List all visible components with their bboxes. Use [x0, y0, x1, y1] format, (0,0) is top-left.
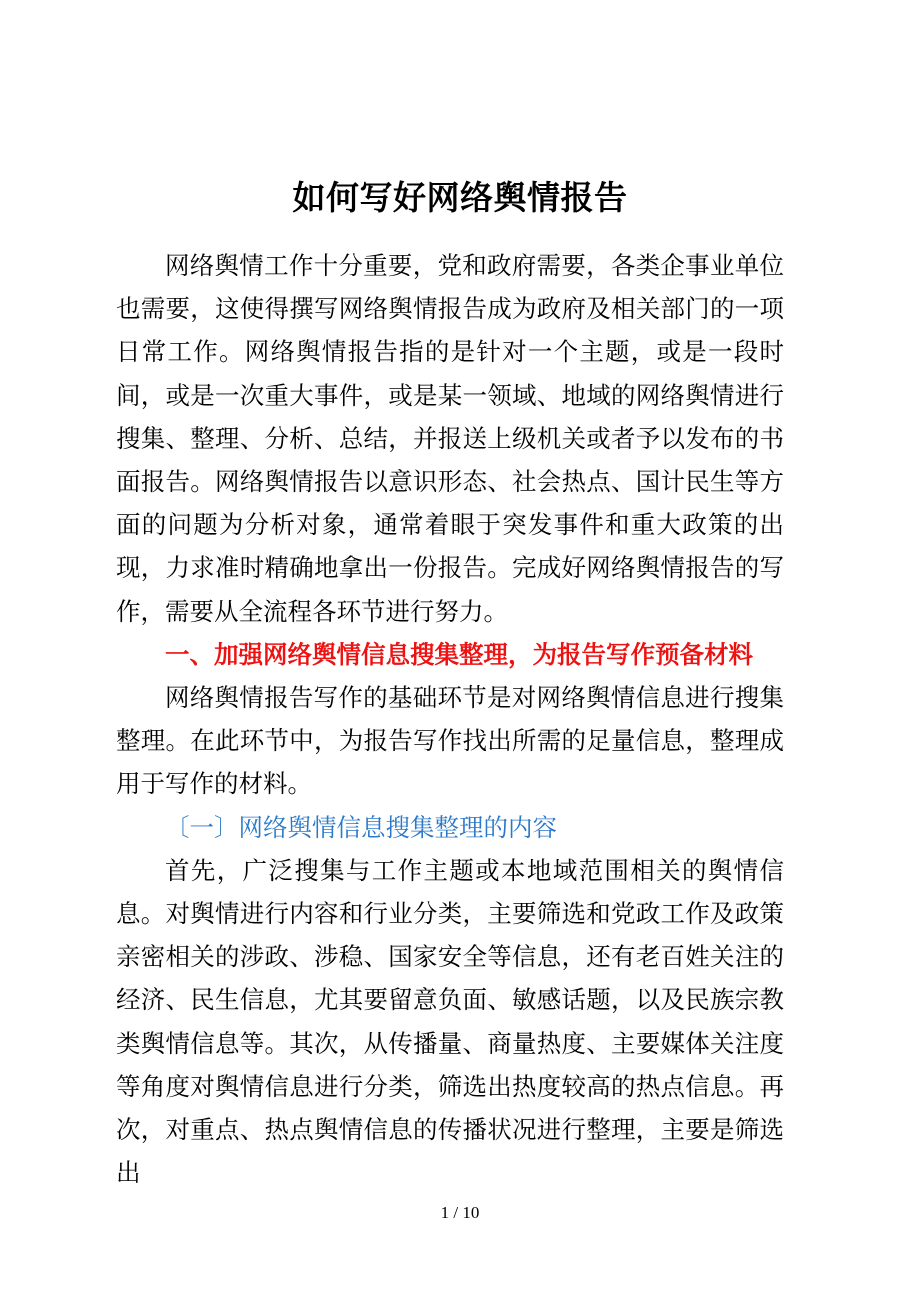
section-heading-1: 一、加强网络舆情信息搜集整理，为报告写作预备材料 [165, 639, 753, 669]
section-1-paragraph: 网络舆情报告写作的基础环节是对网络舆情信息进行搜集整理。在此环节中，为报告写作找出所需的足量信息，整理成用于写作的材料。 [116, 683, 784, 799]
intro-paragraph: 网络舆情工作十分重要，党和政府需要，各类企事业单位也需要，这使得撰写网络舆情报告成为政府及相关部门的一项日常工作。网络舆情报告指的是针对一个主题，或是一段时间，或是一次重大事件，或是某一领域、地域的网络舆情进行搜集、整理、分析、总结，并报送上级机关或者予以发布的书面报告。网络舆情报告以意识形态、社会热点、国计民生等方面的问题为分析对象，通常着眼于突发事件和重大政策的出现，力求准时精确地拿出一份报告。完成好网络舆情报告的写作，需要从全流程各环节进行努力。 [116, 251, 784, 626]
subsection-heading-1: 〔一〕网络舆情信息搜集整理的内容 [165, 812, 557, 842]
subsection-1-paragraph: 首先，广泛搜集与工作主题或本地域范围相关的舆情信息。对舆情进行内容和行业分类，主要筛选和党政工作及政策亲密相关的涉政、涉稳、国家安全等信息，还有老百姓关注的经济、民生信息，尤其要留意负面、敏感话题，以及民族宗教类舆情信息等。其次，从传播量、商量热度、主要媒体关注度等角度对舆情信息进行分类，筛选出热度较高的热点信息。再次，对重点、热点舆情信息的传播状况进行整理，主要是筛选出 [116, 855, 784, 1188]
document-body [116, 244, 784, 1194]
document-title: 如何写好网络舆情报告 [292, 178, 628, 217]
page-number: 1 / 10 [440, 1203, 480, 1222]
